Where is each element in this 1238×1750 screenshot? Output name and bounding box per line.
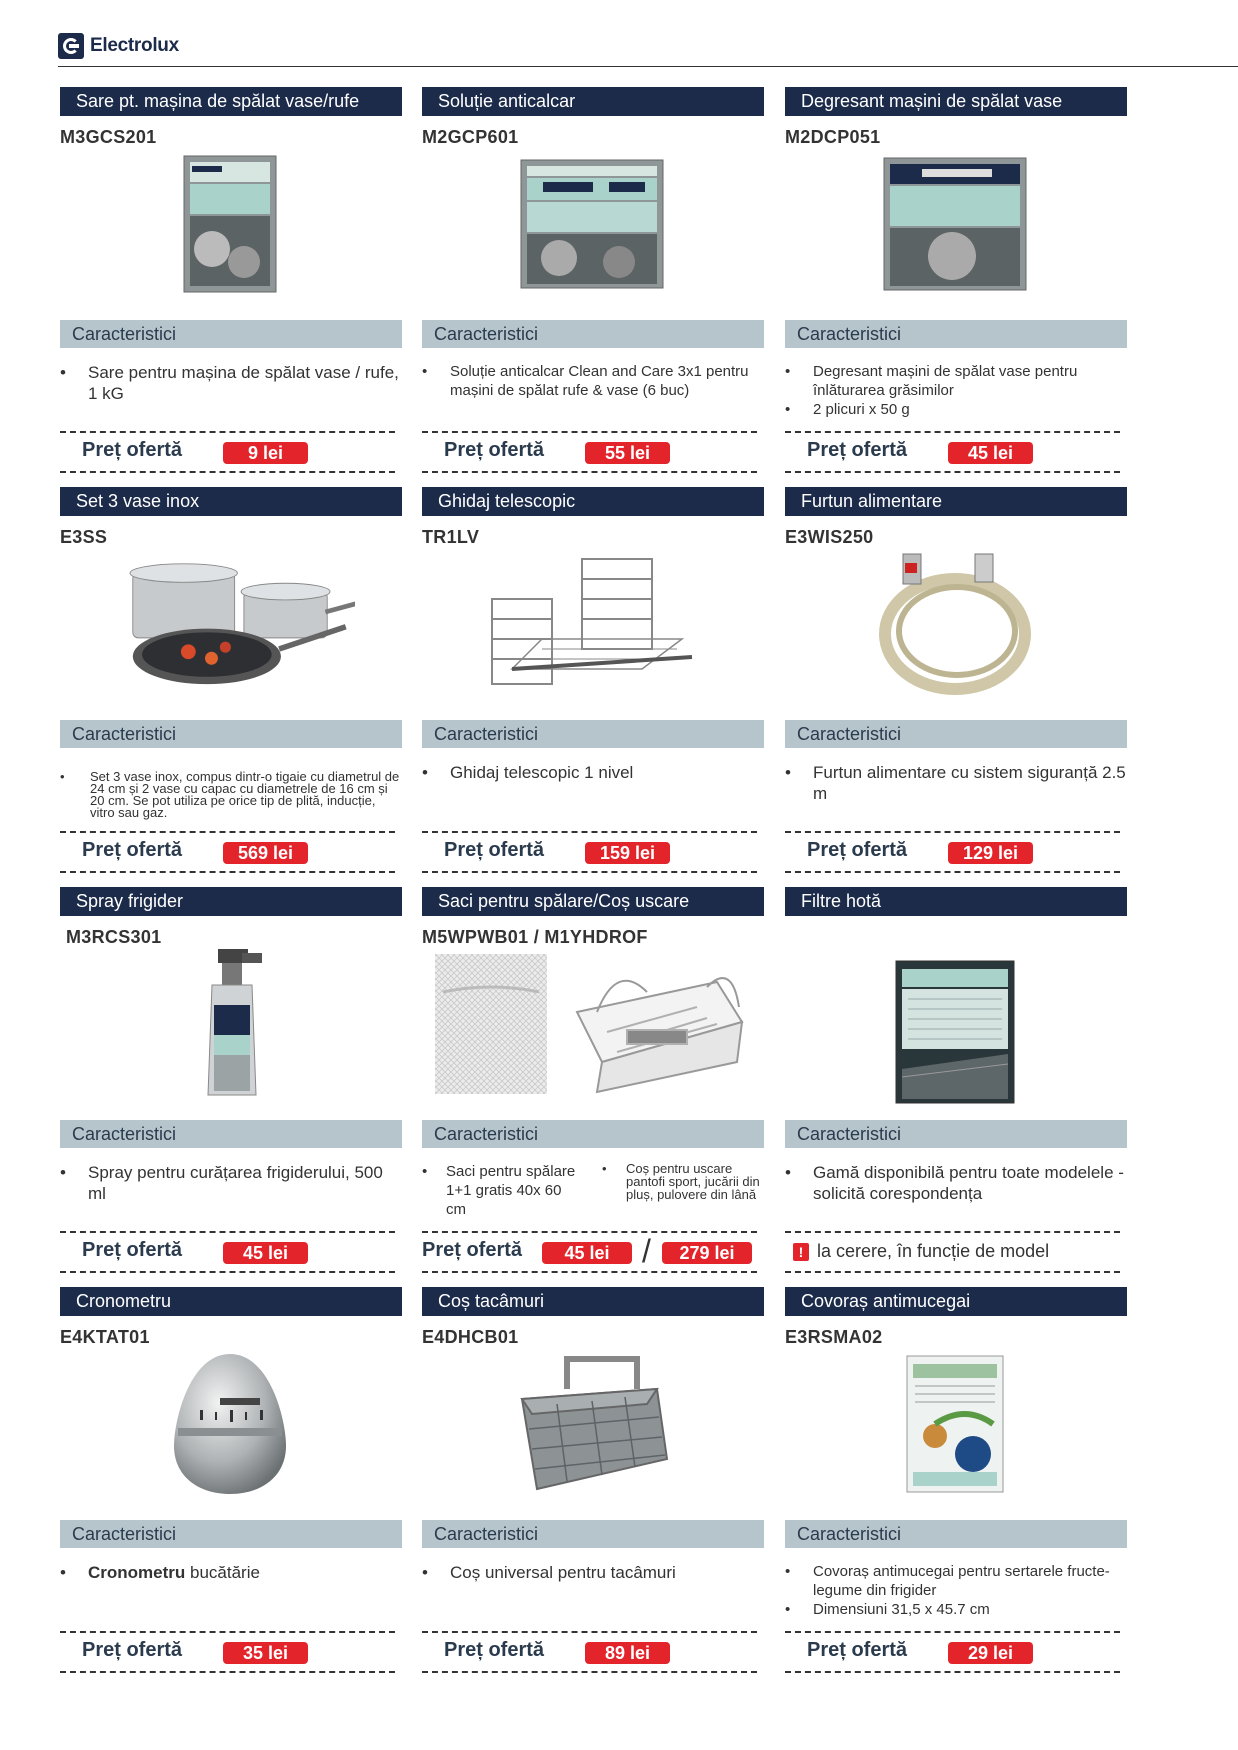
price-label: Preț ofertă bbox=[807, 839, 908, 861]
characteristics-bar: Caracteristici bbox=[422, 1120, 764, 1148]
price-row bbox=[60, 1231, 395, 1273]
product-code: M5WPWB01 / M1YHDROF bbox=[422, 927, 648, 947]
brand-header bbox=[58, 33, 179, 59]
product-features bbox=[60, 1562, 402, 1583]
price-row bbox=[422, 1631, 757, 1673]
product-code: M2DCP051 bbox=[785, 127, 881, 147]
telescopic-rail-icon bbox=[467, 549, 717, 699]
price-badge-basket: 279 lei bbox=[662, 1242, 752, 1264]
price-badge: 45 lei bbox=[948, 442, 1033, 464]
feature-item: • Dimensiuni 31,5 x 45.7 cm bbox=[785, 1600, 1127, 1619]
price-badge-bags: 45 lei bbox=[542, 1242, 632, 1264]
product-features bbox=[785, 362, 1127, 419]
hood-filter-pack-icon bbox=[830, 957, 1080, 1107]
product-title: Degresant mașini de spălat vase bbox=[785, 87, 1127, 116]
feature-item: • Coș universal pentru tacâmuri bbox=[422, 1562, 764, 1583]
product-code: E3WIS250 bbox=[785, 527, 874, 547]
hose-icon bbox=[830, 549, 1080, 699]
product-features bbox=[422, 362, 764, 400]
product-card-salt bbox=[60, 87, 402, 487]
price-label: Preț ofertă bbox=[82, 1239, 183, 1261]
header-divider bbox=[58, 66, 1238, 67]
price-badge: 129 lei bbox=[948, 842, 1033, 864]
price-label: Preț ofertă bbox=[444, 1639, 545, 1661]
egg-timer-icon bbox=[105, 1349, 355, 1499]
characteristics-bar: Caracteristici bbox=[785, 320, 1127, 348]
product-code: M3RCS301 bbox=[66, 927, 162, 947]
price-row bbox=[785, 1231, 1120, 1273]
price-separator: / bbox=[642, 1233, 651, 1269]
product-title: Coș tacâmuri bbox=[422, 1287, 764, 1316]
price-row bbox=[422, 831, 757, 873]
characteristics-bar: Caracteristici bbox=[422, 720, 764, 748]
price-label: Preț ofertă bbox=[82, 1639, 183, 1661]
product-features bbox=[785, 1162, 1127, 1204]
product-title: Spray frigider bbox=[60, 887, 402, 916]
availability-notice bbox=[793, 1241, 1049, 1262]
price-label: Preț ofertă bbox=[82, 439, 183, 461]
price-badge: 89 lei bbox=[585, 1642, 670, 1664]
feature-rest: bucătărie bbox=[185, 1563, 260, 1582]
product-card-hose bbox=[785, 487, 1127, 887]
feature-item: • Covoraș antimucegai pentru sertarele fructe-legume din frigider bbox=[785, 1562, 1127, 1600]
product-card-degreaser bbox=[785, 87, 1127, 487]
product-card-spray bbox=[60, 887, 402, 1287]
feature-item: • Set 3 vase inox, compus dintr-o tigaie cu diametrul de 24 cm și 2 vase cu capac cu diametrele de 16 cm și 20 cm. Se pot utiliza pe orice tip de plită, inducție, vitro sau gaz. bbox=[60, 771, 402, 819]
feature-item bbox=[60, 1562, 402, 1583]
brand-name: Electrolux bbox=[90, 35, 179, 56]
characteristics-bar: Caracteristici bbox=[785, 1120, 1127, 1148]
characteristics-bar: Caracteristici bbox=[422, 320, 764, 348]
characteristics-bar: Caracteristici bbox=[785, 1520, 1127, 1548]
feature-item: • Sare pentru mașina de spălat vase / rufe, 1 kG bbox=[60, 362, 402, 404]
feature-item: • Gamă disponibilă pentru toate modelele - solicită corespondența bbox=[785, 1162, 1127, 1204]
product-features bbox=[60, 771, 402, 819]
salt-pack-icon bbox=[105, 149, 355, 299]
product-card-telescopic bbox=[422, 487, 764, 887]
product-code: E4KTAT01 bbox=[60, 1327, 150, 1347]
product-card-timer bbox=[60, 1287, 402, 1687]
feature-item: • Degresant mașini de spălat vase pentru înlăturarea grăsimilor bbox=[785, 362, 1127, 400]
product-title: Ghidaj telescopic bbox=[422, 487, 764, 516]
price-label: Preț ofertă bbox=[807, 439, 908, 461]
notice-text: la cerere, în funcție de model bbox=[817, 1241, 1050, 1261]
product-features bbox=[422, 1162, 764, 1219]
price-badge: 9 lei bbox=[223, 442, 308, 464]
feature-item: • Coș pentru uscare pantofi sport, jucării din pluș, pulovere din lână bbox=[602, 1162, 764, 1201]
price-label: Preț ofertă bbox=[807, 1639, 908, 1661]
feature-bold: Cronometru bbox=[88, 1563, 186, 1582]
price-label: Preț ofertă bbox=[82, 839, 183, 861]
electrolux-logo-icon bbox=[58, 33, 84, 59]
price-badge: 55 lei bbox=[585, 442, 670, 464]
product-features bbox=[60, 362, 402, 404]
feature-item: • Spray pentru curățarea frigiderului, 500 ml bbox=[60, 1162, 402, 1204]
characteristics-bar: Caracteristici bbox=[60, 320, 402, 348]
product-code: TR1LV bbox=[422, 527, 480, 547]
price-label: Preț ofertă bbox=[422, 1239, 523, 1261]
product-title: Filtre hotă bbox=[785, 887, 1127, 916]
characteristics-bar: Caracteristici bbox=[422, 1520, 764, 1548]
product-title: Soluție anticalcar bbox=[422, 87, 764, 116]
price-badge: 45 lei bbox=[223, 1242, 308, 1264]
price-row bbox=[60, 431, 395, 473]
product-card-descaler bbox=[422, 87, 764, 487]
price-badge: 569 lei bbox=[223, 842, 308, 864]
price-label: Preț ofertă bbox=[444, 439, 545, 461]
product-title: Cronometru bbox=[60, 1287, 402, 1316]
characteristics-bar: Caracteristici bbox=[60, 1520, 402, 1548]
characteristics-bar: Caracteristici bbox=[785, 720, 1127, 748]
product-card-cookware bbox=[60, 487, 402, 887]
product-features bbox=[422, 762, 764, 783]
feature-item: • Soluție anticalcar Clean and Care 3x1 pentru mașini de spălat rufe & vase (6 buc) bbox=[422, 362, 764, 400]
price-row bbox=[422, 431, 757, 473]
product-card-hood-filters bbox=[785, 887, 1127, 1287]
product-title: Furtun alimentare bbox=[785, 487, 1127, 516]
cutlery-basket-icon bbox=[467, 1349, 717, 1499]
warning-icon: ! bbox=[793, 1243, 809, 1261]
descaler-pack-icon bbox=[467, 149, 717, 299]
product-card-laundry bbox=[422, 887, 764, 1287]
feature-item: • Furtun alimentare cu sistem siguranță 2.5 m bbox=[785, 762, 1127, 804]
product-title: Covoraș antimucegai bbox=[785, 1287, 1127, 1316]
price-row bbox=[60, 831, 395, 873]
characteristics-bar: Caracteristici bbox=[60, 720, 402, 748]
product-features bbox=[422, 1562, 764, 1583]
price-badge: 159 lei bbox=[585, 842, 670, 864]
product-features bbox=[60, 1162, 402, 1204]
product-card-anti-mold-mat bbox=[785, 1287, 1127, 1687]
price-row bbox=[785, 1631, 1120, 1673]
spray-bottle-icon bbox=[105, 949, 355, 1099]
feature-item: • Ghidaj telescopic 1 nivel bbox=[422, 762, 764, 783]
feature-item: • Saci pentru spălare 1+1 gratis 40x 60 cm bbox=[422, 1162, 584, 1219]
price-label: Preț ofertă bbox=[444, 839, 545, 861]
product-code: E4DHCB01 bbox=[422, 1327, 519, 1347]
price-row bbox=[60, 1631, 395, 1673]
laundry-bag-and-basket-icon bbox=[430, 949, 750, 1099]
price-row bbox=[785, 431, 1120, 473]
product-code: E3SS bbox=[60, 527, 108, 547]
cookware-set-icon bbox=[105, 549, 355, 699]
product-code: M2GCP601 bbox=[422, 127, 519, 147]
feature-item: • 2 plicuri x 50 g bbox=[785, 400, 1127, 419]
price-row bbox=[422, 1231, 757, 1273]
product-code: E3RSMA02 bbox=[785, 1327, 883, 1347]
characteristics-bar: Caracteristici bbox=[60, 1120, 402, 1148]
price-row bbox=[785, 831, 1120, 873]
product-features bbox=[785, 1562, 1127, 1619]
product-title: Sare pt. mașina de spălat vase/rufe bbox=[60, 87, 402, 116]
price-badge: 29 lei bbox=[948, 1642, 1033, 1664]
product-card-cutlery-basket bbox=[422, 1287, 764, 1687]
product-title: Set 3 vase inox bbox=[60, 487, 402, 516]
degreaser-pack-icon bbox=[830, 149, 1080, 299]
anti-mold-mat-icon bbox=[830, 1349, 1080, 1499]
price-badge: 35 lei bbox=[223, 1642, 308, 1664]
product-features bbox=[785, 762, 1127, 804]
product-title: Saci pentru spălare/Coș uscare bbox=[422, 887, 764, 916]
product-code: M3GCS201 bbox=[60, 127, 157, 147]
